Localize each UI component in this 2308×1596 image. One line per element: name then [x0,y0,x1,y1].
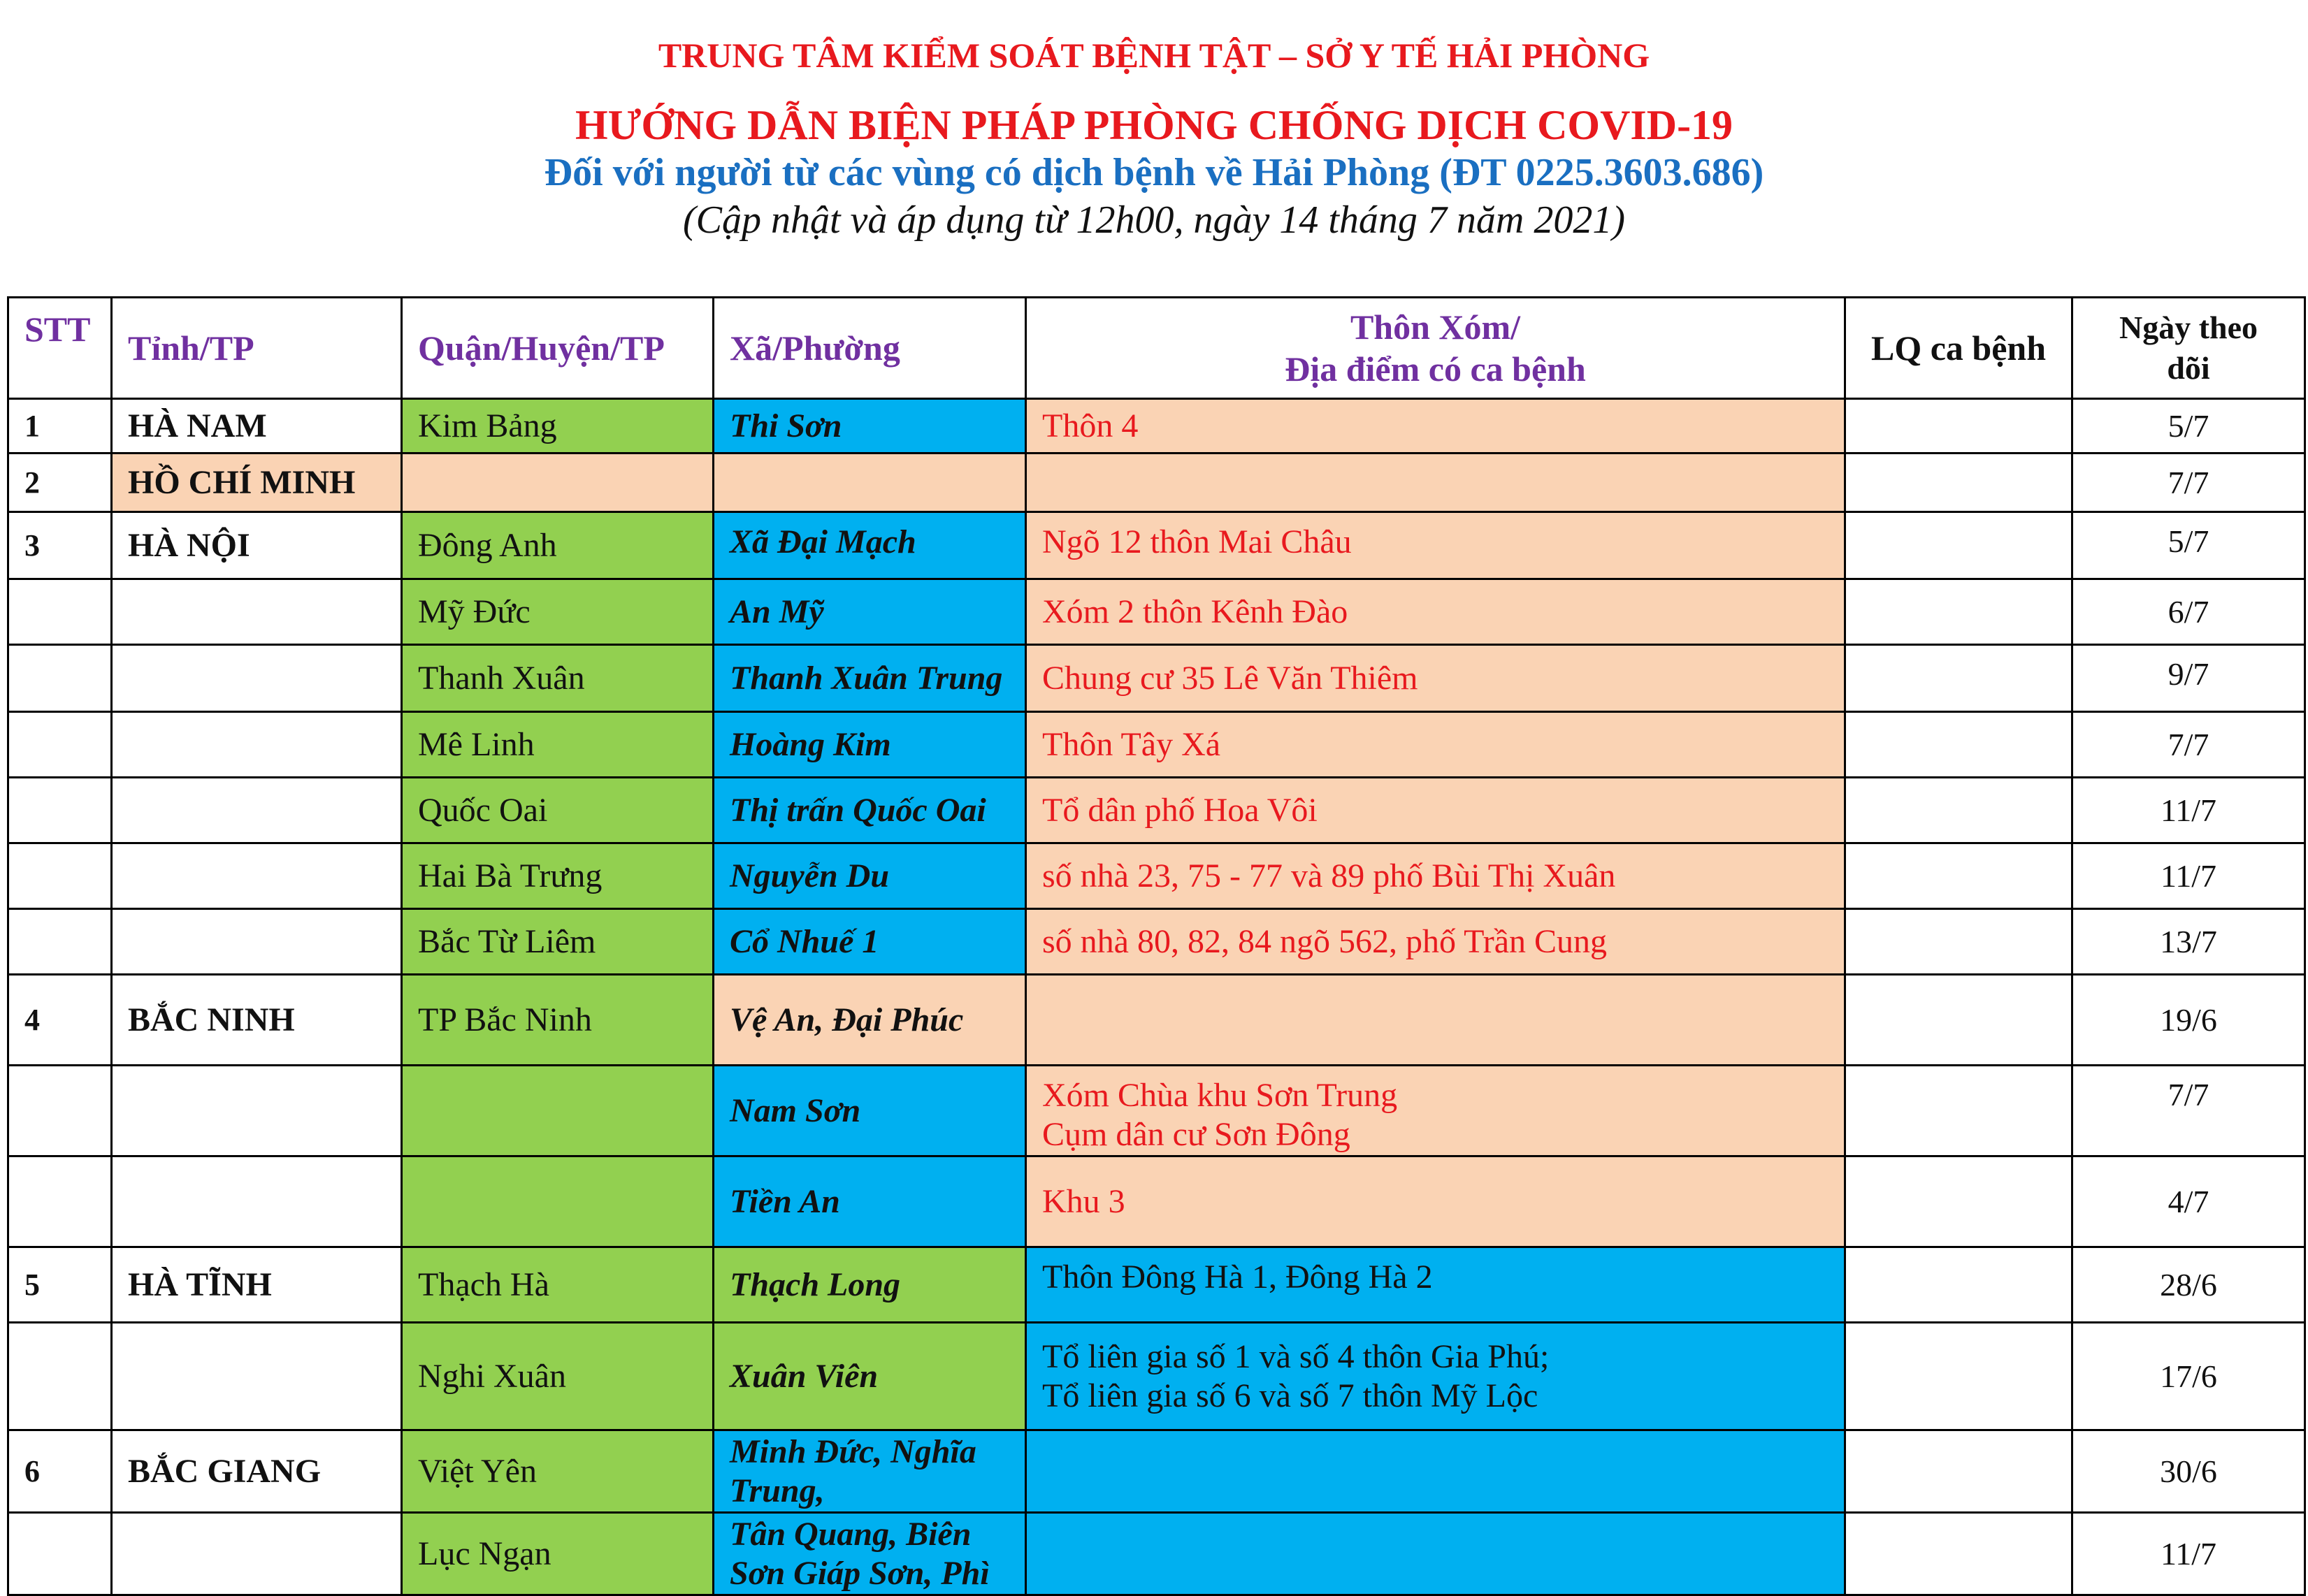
cell-ngay: 30/6 [2072,1430,2305,1513]
cell-tinh [112,1156,402,1247]
cell-lq [1845,1430,2072,1513]
dia-diem-line1: Xóm 2 thôn Kênh Đào [1042,593,1348,630]
cell-lq [1845,645,2072,712]
dia-diem-line1: Ngõ 12 thôn Mai Châu [1042,523,1352,560]
cell-quan: Bắc Từ Liêm [402,909,714,975]
cell-dia-diem [1026,1156,1845,1247]
cell-quan [402,1066,714,1156]
cell-quan: Việt Yên [402,1430,714,1513]
dia-diem-line1: Chung cư 35 Lê Văn Thiêm [1042,659,1418,697]
cell-quan: Mỹ Đức [402,579,714,645]
cell-stt [8,712,112,778]
cell-ngay: 7/7 [2072,712,2305,778]
cell-xa: Xuân Viên [714,1323,1026,1430]
dia-diem-line1: Thôn Tây Xá [1042,725,1221,763]
cell-lq [1845,399,2072,454]
cell-xa: Nguyễn Du [714,843,1026,909]
cell-lq [1845,579,2072,645]
cell-lq [1845,1513,2072,1595]
cell-ngay: 11/7 [2072,843,2305,909]
cell-lq [1845,843,2072,909]
cell-ngay: 4/7 [2072,1156,2305,1247]
cell-stt: 2 [8,454,112,512]
document-subtitle: Đối với người từ các vùng có dịch bệnh về Hải Phòng (ĐT 0225.3603.686) [544,151,1764,194]
dia-diem-line1: Thôn 4 [1042,407,1139,444]
header-quan: Quận/Huyện/TP [402,298,714,399]
dia-diem-line2: Tổ liên gia số 6 và số 7 thôn Mỹ Lộc [1042,1377,1538,1414]
cell-lq [1845,1323,2072,1430]
cell-xa: Thi Sơn [714,399,1026,454]
outbreak-table [7,296,2306,1596]
cell-stt: 1 [8,399,112,454]
table-row [8,909,2305,975]
cell-tinh [112,909,402,975]
cell-dia-diem [1026,712,1845,778]
cell-lq [1845,454,2072,512]
header-dia-diem-line2: Địa điểm có ca bệnh [1285,349,1586,389]
cell-xa: Thạch Long [714,1247,1026,1323]
cell-tinh [112,778,402,843]
cell-tinh [112,645,402,712]
cell-tinh: BẮC GIANG [112,1430,402,1513]
cell-xa: Hoàng Kim [714,712,1026,778]
table-row [8,512,2305,579]
header-dia-diem [1026,298,1845,399]
cell-lq [1845,1066,2072,1156]
table-row [8,579,2305,645]
cell-lq [1845,1247,2072,1323]
cell-xa: Minh Đức, Nghĩa Trung, [714,1430,1026,1513]
cell-ngay: 17/6 [2072,1323,2305,1430]
header-ngay-line1: Ngày theo [2119,310,2258,345]
cell-stt [8,843,112,909]
table-row [8,1430,2305,1513]
table-row [8,1513,2305,1595]
cell-tinh: HÀ TĨNH [112,1247,402,1323]
cell-xa: Vệ An, Đại Phúc [714,975,1026,1066]
cell-ngay: 28/6 [2072,1247,2305,1323]
table-row [8,399,2305,454]
cell-ngay: 19/6 [2072,975,2305,1066]
header-ngay [2072,298,2305,399]
update-note: (Cập nhật và áp dụng từ 12h00, ngày 14 tháng 7 năm 2021) [682,198,1626,242]
cell-tinh: HÀ NỘI [112,512,402,579]
table-row [8,1066,2305,1156]
cell-tinh [112,712,402,778]
dia-diem-line1: số nhà 80, 82, 84 ngõ 562, phố Trần Cung [1042,922,1608,960]
cell-ngay: 6/7 [2072,579,2305,645]
cell-xa: Tân Quang, Biên Sơn Giáp Sơn, Phì [714,1513,1026,1595]
table-row [8,843,2305,909]
cell-ngay: 7/7 [2072,1066,2305,1156]
cell-dia-diem [1026,909,1845,975]
cell-dia-diem [1026,778,1845,843]
cell-quan [402,454,714,512]
dia-diem-line1: Xóm Chùa khu Sơn Trung [1042,1077,1398,1114]
cell-dia-diem [1026,454,1845,512]
cell-lq [1845,975,2072,1066]
table-row [8,1323,2305,1430]
cell-stt [8,1513,112,1595]
cell-stt [8,1066,112,1156]
dia-diem-line1: Tổ liên gia số 1 và số 4 thôn Gia Phú; [1042,1337,1550,1375]
cell-tinh [112,1323,402,1430]
table-row [8,1247,2305,1323]
cell-xa: Cổ Nhuế 1 [714,909,1026,975]
cell-lq [1845,712,2072,778]
cell-quan: Hai Bà Trưng [402,843,714,909]
table-row [8,712,2305,778]
cell-quan: Nghi Xuân [402,1323,714,1430]
cell-tinh [112,579,402,645]
organization-name: TRUNG TÂM KIỂM SOÁT BỆNH TẬT – SỞ Y TẾ HẢI PHÒNG [658,36,1650,75]
cell-ngay: 11/7 [2072,1513,2305,1595]
dia-diem-line1: Thôn Đông Hà 1, Đông Hà 2 [1042,1258,1433,1296]
document-title: HƯỚNG DẪN BIỆN PHÁP PHÒNG CHỐNG DỊCH COVID-19 [575,102,1733,148]
header-ngay-line2: dõi [2167,350,2210,386]
header-tinh: Tỉnh/TP [112,298,402,399]
cell-quan: Lục Ngạn [402,1513,714,1595]
cell-tinh [112,1066,402,1156]
cell-stt [8,909,112,975]
cell-dia-diem [1026,1430,1845,1513]
cell-dia-diem [1026,975,1845,1066]
header-xa: Xã/Phường [714,298,1026,399]
cell-quan: Kim Bảng [402,399,714,454]
cell-tinh: HỒ CHÍ MINH [112,454,402,512]
cell-ngay: 5/7 [2072,512,2305,579]
cell-stt: 3 [8,512,112,579]
cell-quan: TP Bắc Ninh [402,975,714,1066]
cell-ngay: 7/7 [2072,454,2305,512]
header-stt: STT [8,298,112,399]
cell-lq [1845,512,2072,579]
cell-ngay: 13/7 [2072,909,2305,975]
cell-stt [8,579,112,645]
cell-lq [1845,909,2072,975]
table-row [8,975,2305,1066]
cell-dia-diem [1026,843,1845,909]
cell-lq [1845,1156,2072,1247]
cell-stt [8,778,112,843]
cell-dia-diem [1026,1247,1845,1323]
cell-dia-diem [1026,579,1845,645]
cell-ngay: 11/7 [2072,778,2305,843]
dia-diem-line1: Khu 3 [1042,1182,1125,1220]
cell-dia-diem [1026,645,1845,712]
cell-quan: Mê Linh [402,712,714,778]
cell-xa: An Mỹ [714,579,1026,645]
cell-quan: Thạch Hà [402,1247,714,1323]
table-row [8,1156,2305,1247]
table-row [8,454,2305,512]
cell-xa: Nam Sơn [714,1066,1026,1156]
cell-quan [402,1156,714,1247]
cell-ngay: 9/7 [2072,645,2305,712]
cell-tinh: BẮC NINH [112,975,402,1066]
cell-dia-diem [1026,1513,1845,1595]
cell-tinh [112,843,402,909]
cell-stt: 6 [8,1430,112,1513]
cell-stt [8,1156,112,1247]
cell-quan: Quốc Oai [402,778,714,843]
cell-xa [714,454,1026,512]
header-dia-diem-line1: Thôn Xóm/ [1350,307,1521,347]
cell-quan: Đông Anh [402,512,714,579]
cell-stt: 5 [8,1247,112,1323]
dia-diem-line2: Cụm dân cư Sơn Đông [1042,1116,1350,1153]
cell-xa: Xã Đại Mạch [714,512,1026,579]
cell-quan: Thanh Xuân [402,645,714,712]
cell-xa: Thị trấn Quốc Oai [714,778,1026,843]
cell-tinh: HÀ NAM [112,399,402,454]
cell-stt [8,645,112,712]
cell-tinh [112,1513,402,1595]
cell-stt: 4 [8,975,112,1066]
dia-diem-line1: Tổ dân phố Hoa Vôi [1042,791,1318,829]
cell-xa: Thanh Xuân Trung [714,645,1026,712]
table-header-row [8,298,2305,399]
cell-xa: Tiền An [714,1156,1026,1247]
cell-dia-diem [1026,1066,1845,1156]
cell-dia-diem [1026,512,1845,579]
cell-lq [1845,778,2072,843]
cell-dia-diem [1026,399,1845,454]
table-row [8,778,2305,843]
header-lq: LQ ca bệnh [1845,298,2072,399]
table-row [8,645,2305,712]
cell-stt [8,1323,112,1430]
cell-dia-diem [1026,1323,1845,1430]
cell-ngay: 5/7 [2072,399,2305,454]
dia-diem-line1: số nhà 23, 75 - 77 và 89 phố Bùi Thị Xuân [1042,857,1616,894]
